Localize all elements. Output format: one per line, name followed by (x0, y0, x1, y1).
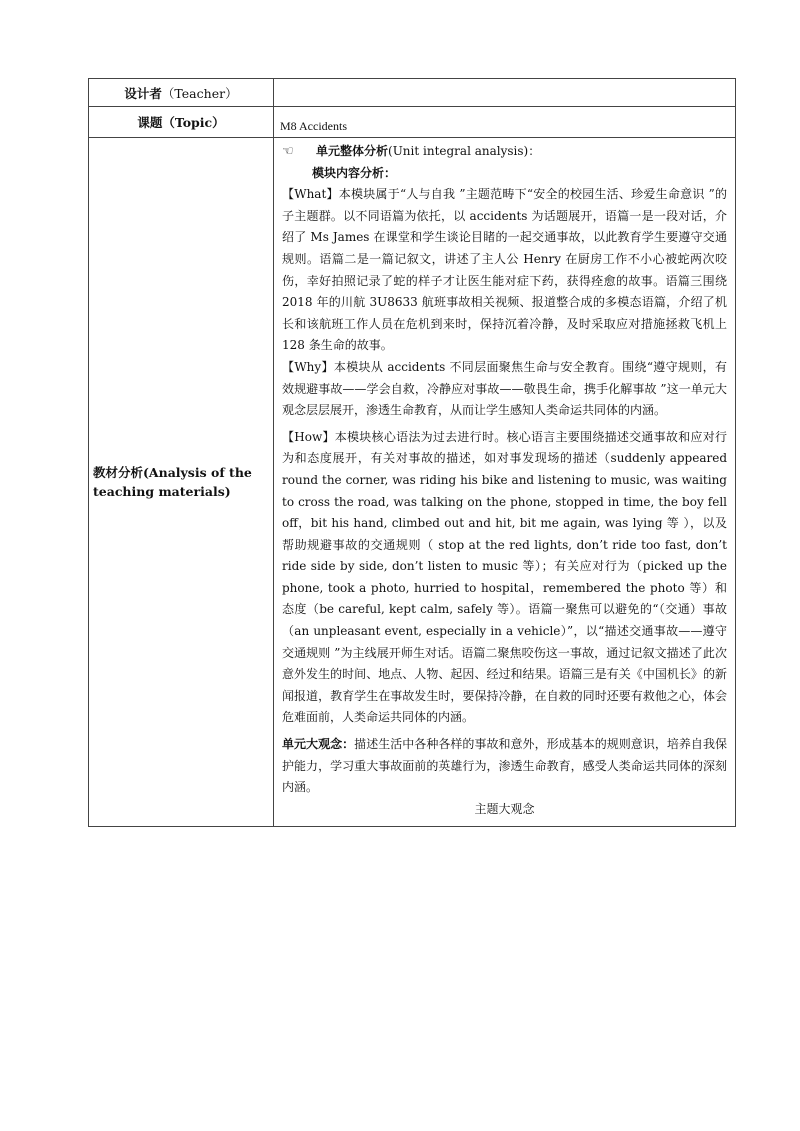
analysis-row (89, 138, 736, 827)
theme-big-idea: 主题大观念 (474, 801, 535, 816)
analysis-label: 教材分析(Analysis of the teaching materials) (89, 138, 274, 827)
designer-label-en: （Teacher） (161, 85, 238, 101)
topic-row (89, 107, 736, 138)
designer-row (89, 79, 736, 107)
what-text: 本模块属于“人与自我 ”主题范畴下“安全的校园生活、珍爱生命意识 ”的子主题群。以不同语篇为依托，以 accidents 为话题展开，语篇一是一段对话，介绍了 Ms James 在课堂和学生谈论目睹的一起交通事故，以此教育学生要遵守交通规则。语篇二是一篇记叙文，讲述了主人公 Henry 在厨房工作不小心被蛇两次咬伤，幸好拍照记录了蛇的样子才让医生能对症下药，获得痊愈的故事。语篇三围绕 2018 年的川航 3U8633 航班事故相关视频、报道整合成的多模态语篇，介绍了机长和该航班工作人员在危机到来时，保持沉着冷静，及时采取应对措施拯救飞机上 128 条生命的故事。 (282, 187, 728, 353)
how-tag: 【How】 (282, 429, 335, 444)
analysis-content (274, 138, 736, 827)
designer-label-cell (89, 79, 274, 107)
pointing-hand-icon: ☜ (282, 144, 294, 159)
topic-label-en: （Topic） (162, 115, 225, 130)
what-tag: 【What】 (282, 187, 339, 202)
big-idea-text: 描述生活中各种各样的事故和意外，形成基本的规则意识，培养自我保护能力，学习重大事故面前的英雄行为，渗透生命教育，感受人类命运共同体的深刻内涵。 (282, 737, 727, 795)
topic-value: M8 Accidents (274, 107, 736, 138)
why-text: 本模块从 accidents 不同层面聚焦生命与安全教育。围绕“遵守规则，有效规避事故——学会自救，冷静应对事故——敬畏生命，携手化解事故 ”这一单元大观念层层展开，渗透生命教育，从而让学生感知人类命运共同体的内涵。 (282, 359, 727, 418)
topic-label-cell (89, 107, 274, 138)
big-idea-label: 单元大观念： (282, 737, 355, 752)
designer-label: 设计者 (124, 85, 162, 101)
topic-label: 课题 (137, 115, 163, 130)
why-tag: 【Why】 (282, 359, 334, 374)
unit-analysis-heading (282, 141, 727, 163)
what-paragraph (282, 184, 727, 357)
module-heading: 模块内容分析： (312, 165, 397, 180)
designer-value (274, 79, 736, 107)
big-idea-paragraph (282, 734, 727, 799)
why-paragraph (282, 357, 727, 422)
how-paragraph (282, 427, 727, 729)
unit-heading-zh: 单元整体分析 (316, 144, 389, 158)
how-text: 本模块核心语法为过去进行时。核心语言主要围绕描述交通事故和应对行为和态度展开，有关对事故的描述，如对事发现场的描述（suddenly appeared round the corner, was riding his bike and listening to music, was waiting to cross the road, was talking on the phone, stopped in time, the boy fell off，bit his hand, climbed out and hit, bit me again, was lying 等 ），以及帮助规避事故的交通规则（ stop at the red lights, don’t ride too fast, don’t ride side by side, don’t listen to music 等）；有关应对行为（picked up the phone, took a photo, hurried to hospital，remembered the photo 等）和态度（be careful, kept calm, safely 等）。语篇一聚焦可以避免的“（交通）事故（an unpleasant event, especially in a vehicle）”，以“描述交通事故——遵守交通规则 ”为主线展开师生对话。语篇二聚焦咬伤这一事故，通过记叙文描述了此次意外发生的时间、地点、人物、起因、经过和结果。语篇三是有关《中国机长》的新闻报道，教育学生在事故发生时，要保持冷静，在自救的同时还要有救他之心，体会危难面前，人类命运共同体的内涵。 (282, 429, 727, 725)
unit-heading-en: (Unit integral analysis)： (388, 144, 541, 158)
lesson-plan-table (88, 78, 736, 827)
